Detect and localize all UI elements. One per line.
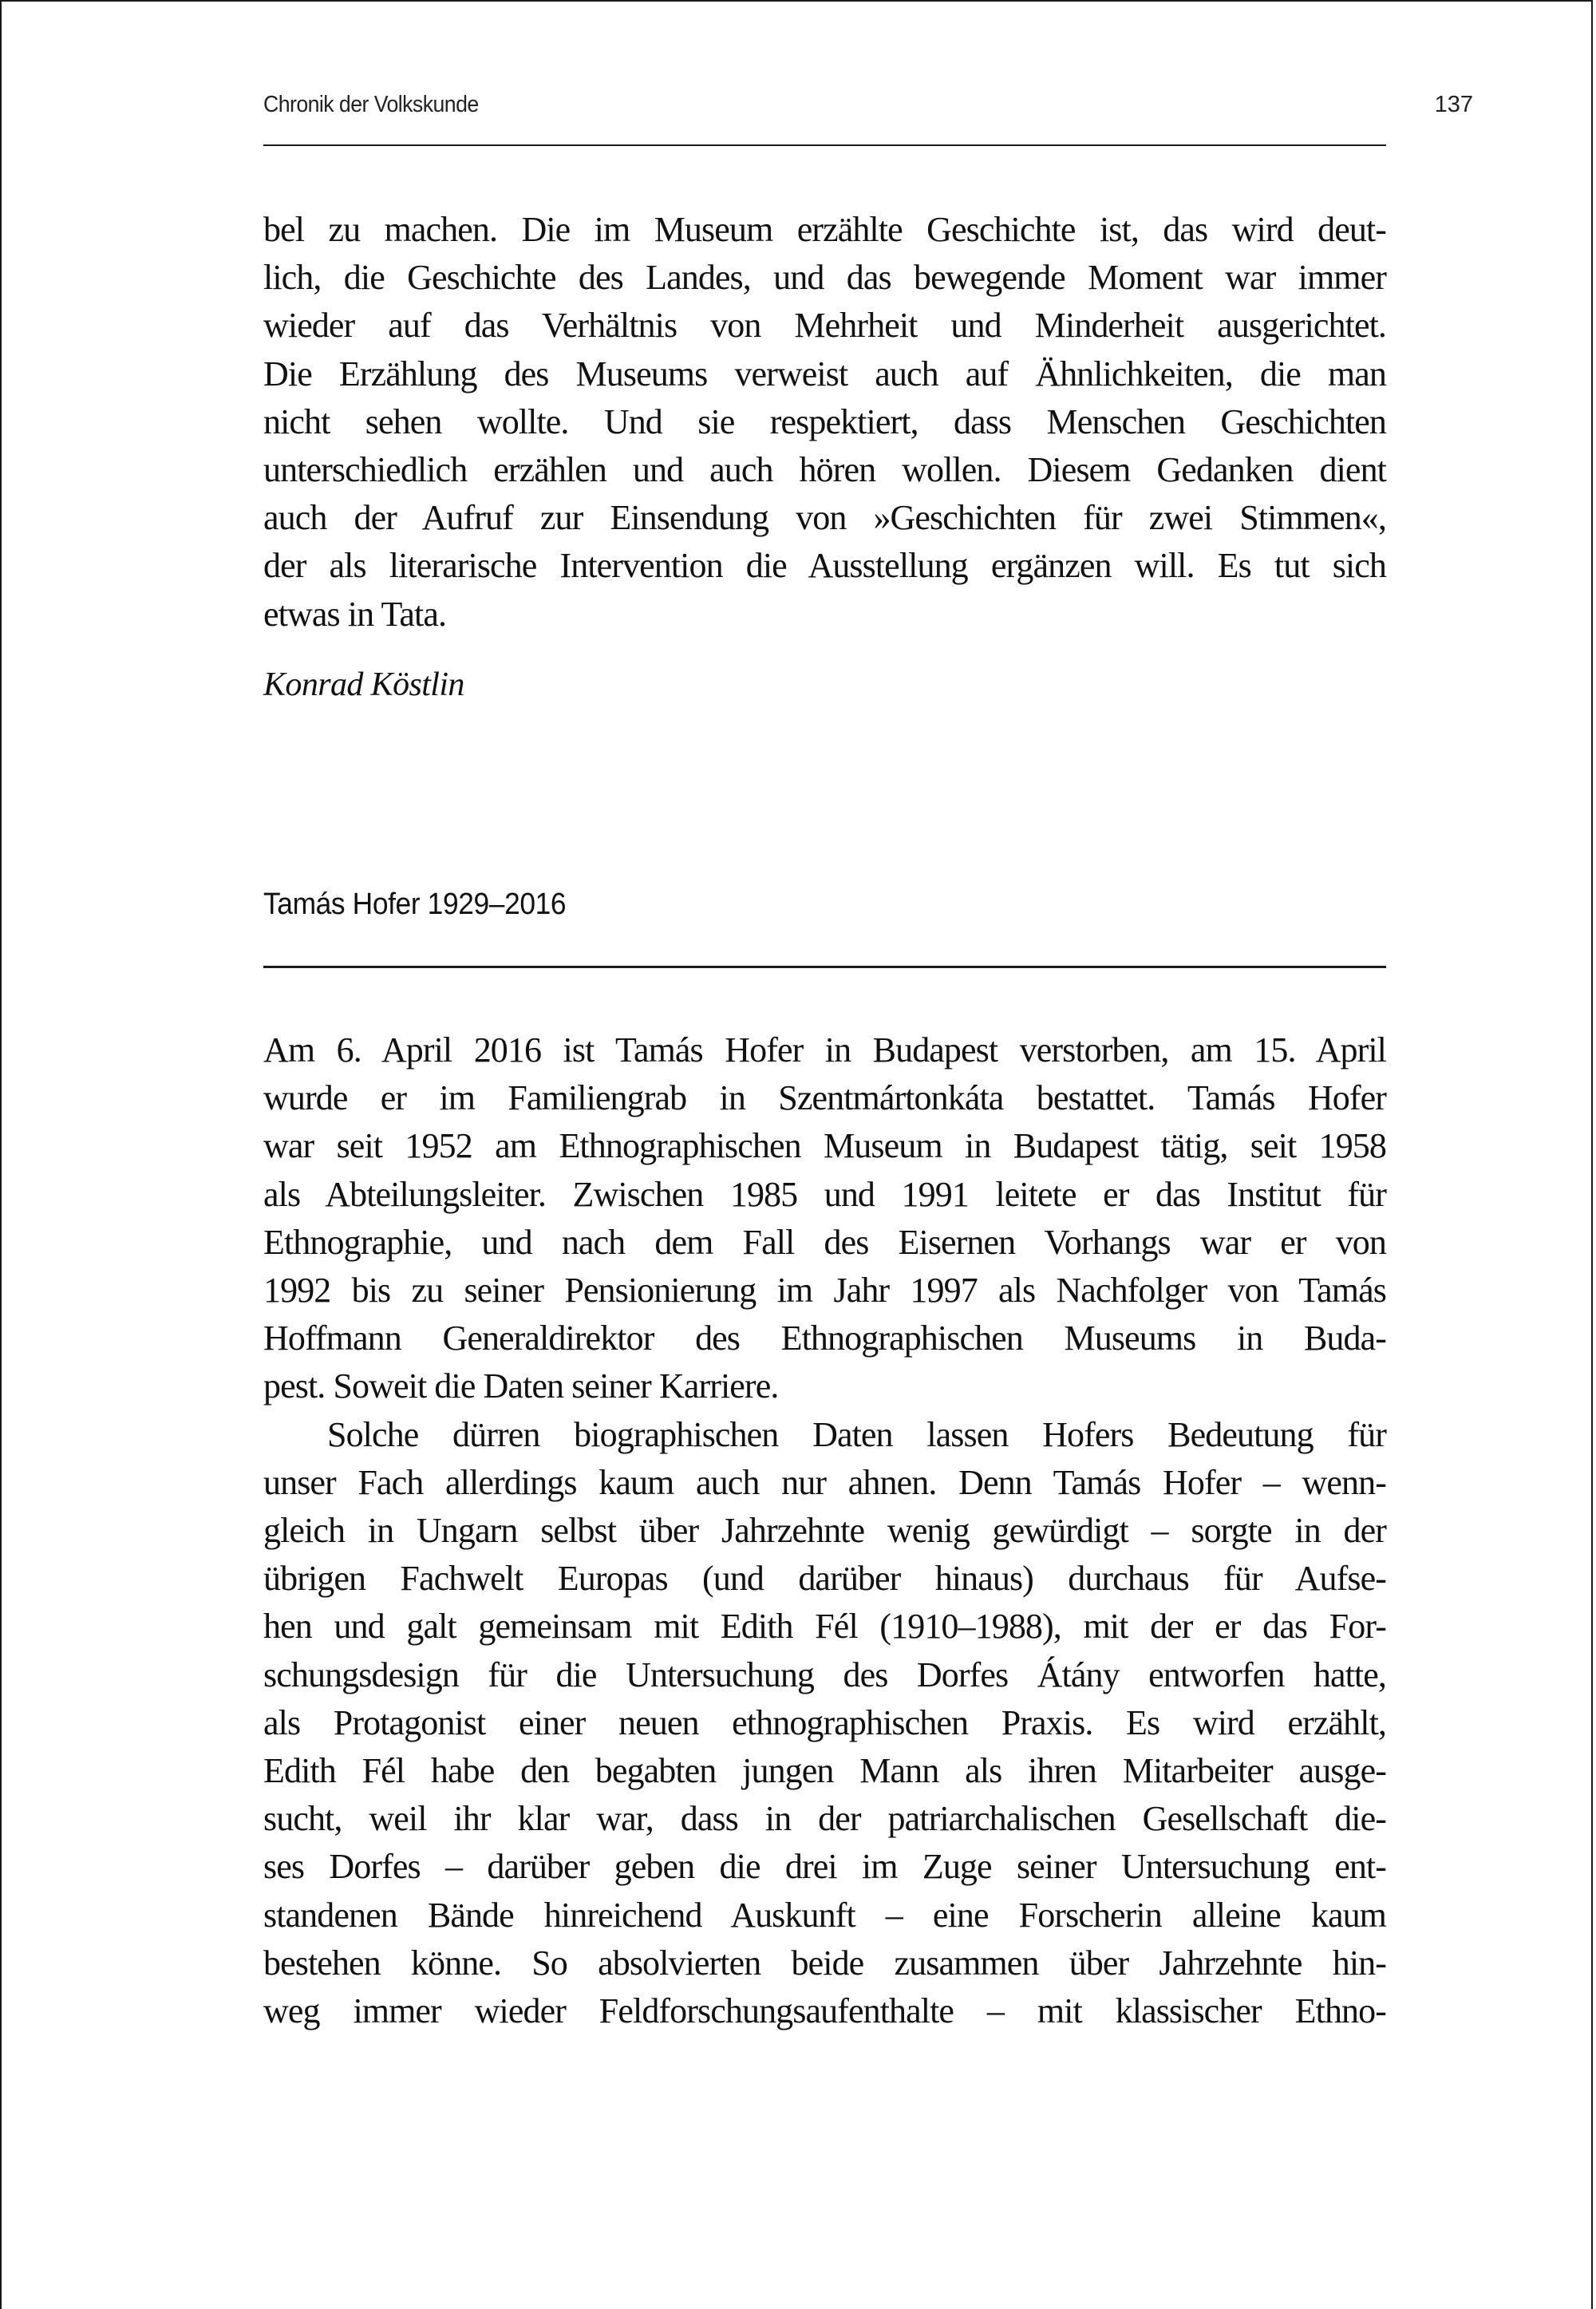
text-line: ses Dorfes – darüber geben die drei im Zuge seiner Untersuchung ent-	[263, 1847, 1386, 1887]
text-line: Am 6. April 2016 ist Tamás Hofer in Budapest verstorben, am 15. April	[263, 1030, 1386, 1069]
text-line: bel zu machen. Die im Museum erzählte Geschichte ist, das wird deut-	[263, 210, 1386, 249]
text-line: als Protagonist einer neuen ethnographischen Praxis. Es wird erzählt,	[263, 1702, 1386, 1742]
text-line: lich, die Geschichte des Landes, und das bewegende Moment war immer	[263, 258, 1386, 298]
text-line: weg immer wieder Feldforschungsaufenthalte – mit klassischer Ethno-	[263, 1991, 1386, 2031]
header-rule	[263, 144, 1386, 146]
article-1-text	[263, 206, 1386, 639]
paragraph-2	[263, 1411, 1386, 2036]
author-signature: Konrad Köstlin	[263, 666, 464, 703]
page-number: 137	[1434, 92, 1473, 117]
text-line: Solche dürren biographischen Daten lassen Hofers Bedeutung für	[327, 1414, 1386, 1454]
text-line: sucht, weil ihr klar war, dass in der patriarchalischen Gesellschaft die-	[263, 1799, 1386, 1839]
text-line: gleich in Ungarn selbst über Jahrzehnte wenig gewürdigt – sorgte in der	[263, 1511, 1386, 1551]
text-line: der als literarische Intervention die Ausstellung ergänzen will. Es tut sich	[263, 546, 1386, 586]
text-line: nicht sehen wollte. Und sie respektiert, dass Menschen Geschichten	[263, 401, 1386, 441]
text-line: Hoffmann Generaldirektor des Ethnographischen Museums in Buda-	[263, 1319, 1386, 1358]
text-line: pest. Soweit die Daten seiner Karriere.	[263, 1366, 779, 1406]
text-line: bestehen könne. So absolvierten beide zusammen über Jahrzehnte hin-	[263, 1943, 1386, 1983]
text-line: etwas in Tata.	[263, 594, 447, 634]
text-line: als Abteilungsleiter. Zwischen 1985 und 1991 leitete er das Institut für	[263, 1174, 1386, 1214]
text-line: 1992 bis zu seiner Pensionierung im Jahr 1997 als Nachfolger von Tamás	[263, 1271, 1386, 1311]
text-line: Die Erzählung des Museums verweist auch auf Ähnlichkeiten, die man	[263, 354, 1386, 393]
article-2-text	[263, 1026, 1386, 2035]
text-line: wurde er im Familiengrab in Szentmártonkáta bestattet. Tamás Hofer	[263, 1078, 1386, 1118]
running-header-title: Chronik der Volkskunde	[263, 92, 479, 117]
text-line: wieder auf das Verhältnis von Mehrheit und Minderheit ausgerichtet.	[263, 306, 1386, 346]
text-line: auch der Aufruf zur Einsendung von »Geschichten für zwei Stimmen«,	[263, 498, 1386, 538]
section-heading: Tamás Hofer 1929–2016	[263, 888, 567, 921]
text-line: übrigen Fachwelt Europas (und darüber hinaus) durchaus für Aufse-	[263, 1559, 1386, 1599]
section-rule	[263, 966, 1386, 968]
text-line: Ethnographie, und nach dem Fall des Eisernen Vorhangs war er von	[263, 1222, 1386, 1262]
text-line: standenen Bände hinreichend Auskunft – eine Forscherin alleine kaum	[263, 1895, 1386, 1935]
text-line: hen und galt gemeinsam mit Edith Fél (1910–1988), mit der er das For-	[263, 1607, 1386, 1647]
text-line: schungsdesign für die Untersuchung des Dorfes Átány entworfen hatte,	[263, 1655, 1386, 1694]
paragraph-1	[263, 1026, 1386, 1411]
text-line: unterschiedlich erzählen und auch hören wollen. Diesem Gedanken dient	[263, 450, 1386, 490]
text-line: war seit 1952 am Ethnographischen Museum in Budapest tätig, seit 1958	[263, 1126, 1386, 1166]
text-line: unser Fach allerdings kaum auch nur ahnen. Denn Tamás Hofer – wenn-	[263, 1462, 1386, 1502]
text-line: Edith Fél habe den begabten jungen Mann als ihren Mitarbeiter ausge-	[263, 1751, 1386, 1791]
